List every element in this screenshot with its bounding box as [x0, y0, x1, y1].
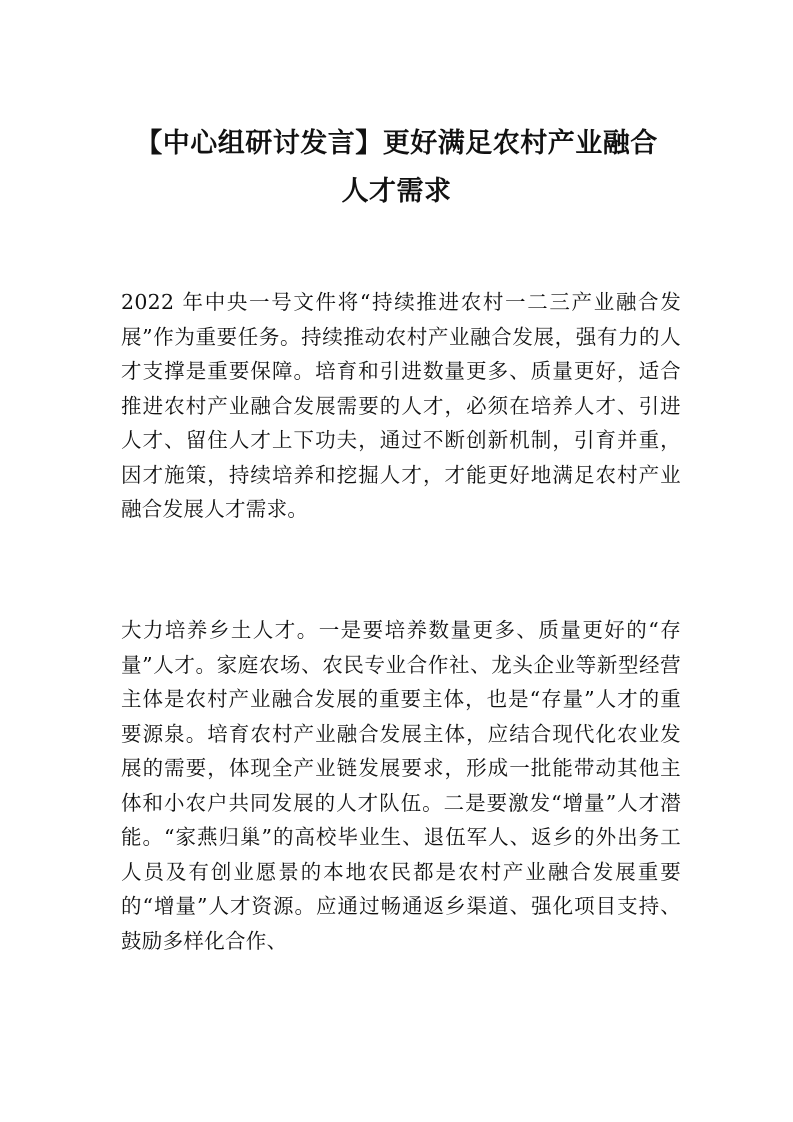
- paragraph-intro: 2022 年中央一号文件将“持续推进农村一二三产业融合发展”作为重要任务。持续推动农村产业融合发展，强有力的人才支撑是重要保障。培育和引进数量更多、质量更好，适合推进农村产业融合发展需要的人才，必须在培养人才、引进人才、留住人才上下功夫，通过不断创新机制，引育并重，因才施策，持续培养和挖掘人才，才能更好地满足农村产业融合发展人才需求。: [121, 290, 681, 521]
- document-title-line-2: 人才需求: [341, 176, 452, 207]
- document-title-line-1: 【中心组研讨发言】更好满足农村产业融合: [135, 128, 658, 159]
- paragraph-cultivate-local-talent: 大力培养乡土人才。一是要培养数量更多、质量更好的“存量”人才。家庭农场、农民专业合作社、龙头企业等新型经营主体是农村产业融合发展的重要主体，也是“存量”人才的重要源泉。培育农村产业融合发展主体，应结合现代化农业发展的需要，体现全产业链发展要求，形成一批能带动其他主体和小农户共同发展的人才队伍。二是要激发“增量”人才潜能。“家燕归巢”的高校毕业生、退伍军人、返乡的外出务工人员及有创业愿景的本地农民都是农村产业融合发展重要的“增量”人才资源。应通过畅通返乡渠道、强化项目支持、鼓励多样化合作、: [121, 618, 681, 953]
